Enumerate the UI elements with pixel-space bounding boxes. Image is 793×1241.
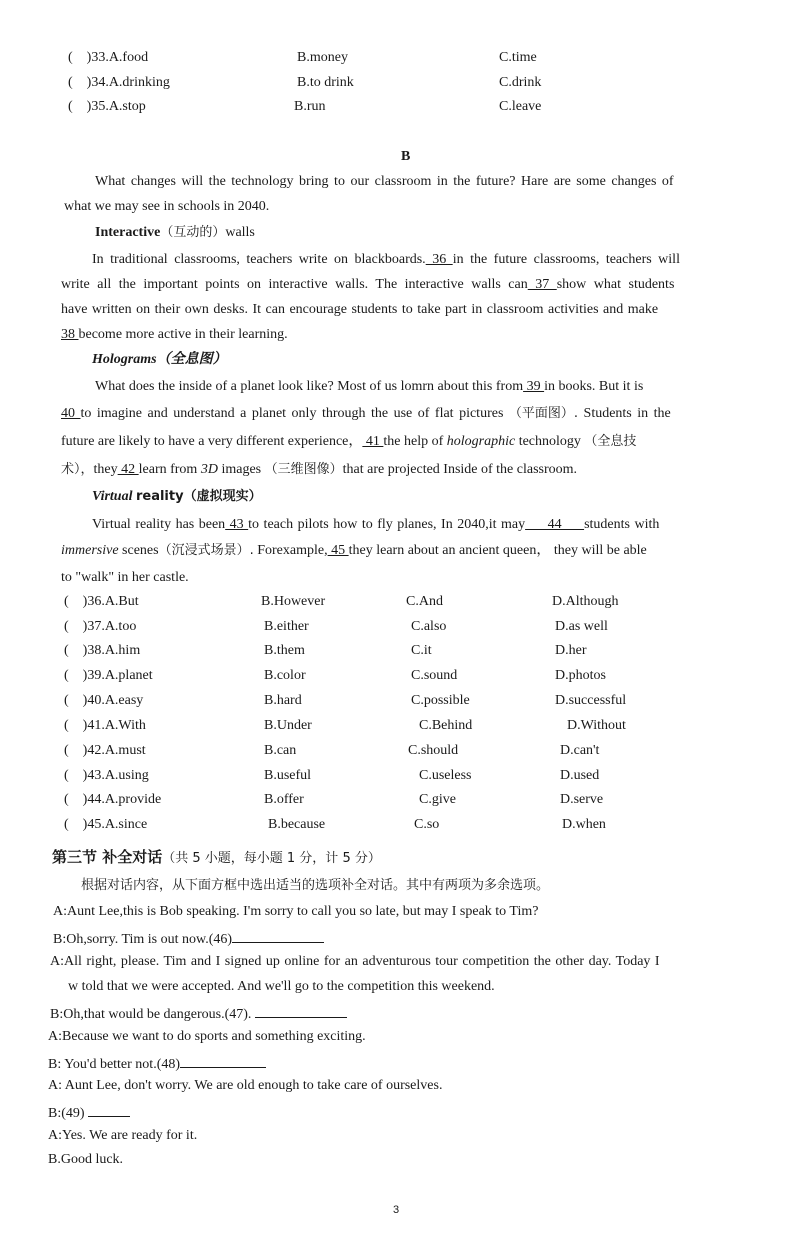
question-row [0,98,793,116]
paragraph-line: to "walk" in her castle. [61,570,189,585]
dialogue-line: A: Aunt Lee, don't worry. We are old enough to take care of ourselves. [48,1078,443,1093]
option-b: B.can [264,743,297,758]
question-row [0,791,793,809]
question-stem: ( )36.A.But [64,594,139,609]
dialogue-line: A:Because we want to do sports and something exciting. [48,1029,366,1044]
option-c: C.should [408,743,459,758]
option-d: D.photos [555,668,606,683]
intro-line: what we may see in schools in 2040. [64,199,270,214]
question-row [0,667,793,685]
option-b: B.useful [264,768,312,783]
blank-38: 38 [61,327,79,342]
answer-blank-49 [88,1102,130,1117]
option-c: C.it [411,643,432,658]
question-stem: ( )45.A.since [64,817,148,832]
section3-instruction: 根据对话内容，从下面方框中选出适当的选项补全对话。其中有两项为多余选项。 [81,878,550,893]
paragraph-line: What does the inside of a planet look like? Most of us lomrn about this from 39 in books. But it is [95,379,644,394]
option-c: C.useless [419,768,472,783]
answer-blank-48 [180,1053,266,1068]
dialogue-line: B:Oh,sorry. Tim is out now.(46) [53,928,324,949]
paragraph-line: have written on their own desks. It can encourage students to take part in classroom activities and make [61,302,659,317]
blank-39: 39 [523,379,545,394]
section-heading: B [401,149,411,164]
subheading-virtual-reality: Virtual reality（虚拟现实） [92,489,262,504]
answer-blank-46 [232,928,324,943]
option-b: B.to drink [297,75,354,90]
question-stem: ( )43.A.using [64,768,149,783]
paragraph-line: 38 become more active in their learning. [61,327,288,342]
question-stem: ( )37.A.too [64,619,137,634]
option-c: C.leave [499,99,542,114]
subheading-interactive: Interactive（互动的）walls [95,225,255,240]
option-b: B.Under [264,718,312,733]
option-d: D.used [560,768,600,783]
paragraph-line: 术），they 42 learn from 3D images （三维图像）that are projected Inside of the classroom. [61,462,578,477]
option-c: C.also [411,619,447,634]
option-c: C.possible [411,693,470,708]
blank-40: 40 [61,406,81,421]
page-number: 3 [393,1204,400,1216]
question-stem: ( )41.A.With [64,718,146,733]
blank-41: 41 [362,434,384,449]
question-row [0,642,793,660]
dialogue-line: w told that we were accepted. And we'll go to the competition this weekend. [68,979,495,994]
option-d: D.Although [552,594,619,609]
question-stem: ( )38.A.him [64,643,141,658]
question-row [0,742,793,760]
option-b: B.However [261,594,326,609]
option-c: C.And [406,594,443,609]
option-c: C.drink [499,75,542,90]
option-d: D.successful [555,693,627,708]
option-d: D.serve [560,792,604,807]
option-d: D.Without [567,718,626,733]
option-d: D.as well [555,619,608,634]
question-stem: ( )34.A.drinking [68,75,170,90]
option-d: D.when [562,817,606,832]
option-b: B.either [264,619,309,634]
option-b: B.them [264,643,305,658]
question-row [0,593,793,611]
option-b: B.because [268,817,326,832]
question-row [0,767,793,785]
option-c: C.time [499,50,537,65]
dialogue-line: B:(49) [48,1102,130,1123]
option-b: B.color [264,668,306,683]
dialogue-line: B:Oh,that would be dangerous.(47). [50,1003,347,1024]
question-stem: ( )40.A.easy [64,693,144,708]
option-d: D.can't [560,743,600,758]
question-stem: ( )42.A.must [64,743,146,758]
option-d: D.her [555,643,587,658]
option-b: B.money [297,50,348,65]
subheading-holograms: Holograms（全息图） [92,352,227,367]
paragraph-line: write all the important points on interactive walls. The interactive walls can 37 show what students [61,277,675,292]
option-c: C.sound [411,668,458,683]
question-stem: ( )33.A.food [68,50,149,65]
question-stem: ( )35.A.stop [68,99,146,114]
blank-45: 45 [327,543,349,558]
option-b: B.hard [264,693,302,708]
option-b: B.run [294,99,326,114]
intro-line: What changes will the technology bring to our classroom in the future? Hare are some changes of [95,174,674,189]
question-stem: ( )44.A.provide [64,792,162,807]
dialogue-line: B.Good luck. [48,1152,124,1167]
dialogue-line: A:All right, please. Tim and I signed up online for an adventurous tour competition the other day. Today I [50,954,660,969]
option-c: C.give [419,792,456,807]
paragraph-line: Virtual reality has been 43 to teach pilots how to fly planes, In 2040,it may 44 students with [92,517,660,532]
answer-blank-47 [255,1003,347,1018]
blank-37: 37 [527,277,557,292]
paragraph-line: immersive scenes（沉浸式场景）. Forexample, 45 they learn about an ancient queen， they will be able [61,543,647,558]
section3-title: 第三节 补全对话（共 5 小题，每小题 1 分，计 5 分） [52,848,381,866]
dialogue-line: A:Aunt Lee,this is Bob speaking. I'm sorry to call you so late, but may I speak to Tim? [53,904,539,919]
question-row [0,74,793,92]
question-row [0,717,793,735]
paragraph-line: 40 to imagine and understand a planet only through the use of flat pictures （平面图）. Students in the [61,406,671,421]
question-row [0,618,793,636]
blank-36: 36 [425,252,453,267]
option-c: C.Behind [419,718,473,733]
dialogue-line: A:Yes. We are ready for it. [48,1128,198,1143]
dialogue-line: B: You'd better not.(48) [48,1053,266,1074]
question-row [0,692,793,710]
option-c: C.so [414,817,440,832]
question-stem: ( )39.A.planet [64,668,153,683]
option-b: B.offer [264,792,304,807]
blank-43: 43 [225,517,249,532]
question-row [0,49,793,67]
paragraph-line: In traditional classrooms, teachers write on blackboards. 36 in the future classrooms, teachers will [92,252,680,267]
paragraph-line: future are likely to have a very different experience， 41 the help of holographic technology （全息技 [61,434,637,449]
question-row [0,816,793,834]
blank-42: 42 [117,462,139,477]
blank-44: 44 [525,517,585,532]
